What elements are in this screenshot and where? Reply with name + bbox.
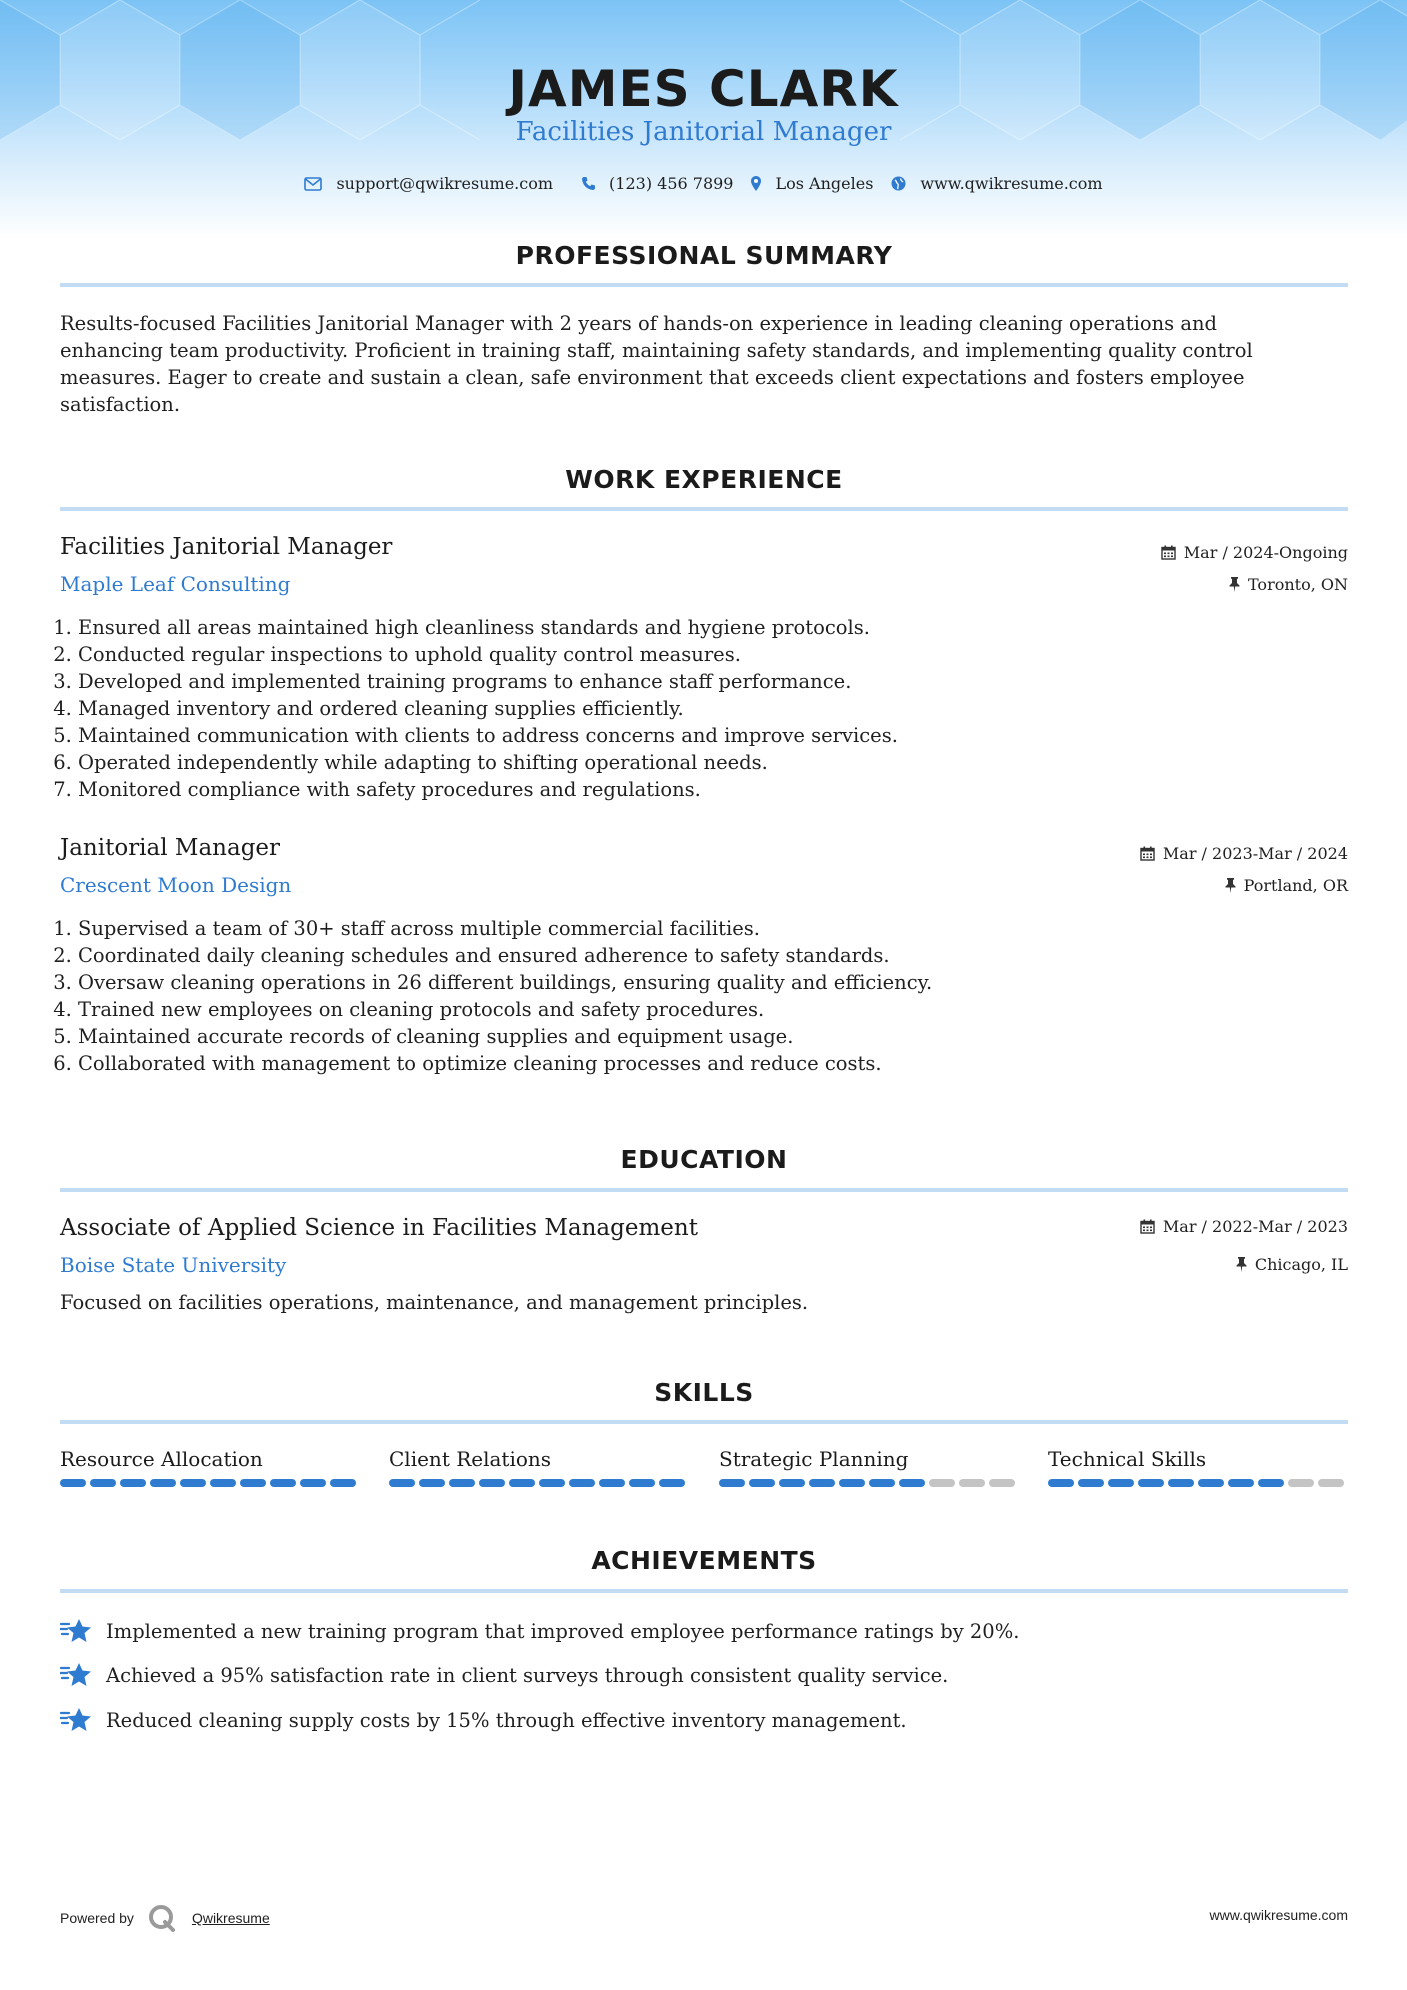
skill-dot-filled [479, 1479, 505, 1487]
skill-dot-filled [389, 1479, 415, 1487]
skill-dot-filled [659, 1479, 685, 1487]
list-item: 4. Managed inventory and ordered cleaning supplies efficiently. [78, 695, 1278, 722]
skill-dot-empty [929, 1479, 955, 1487]
list-item: 1. Supervised a team of 30+ staff across multiple commercial facilities. [78, 915, 1278, 942]
degree-title: Associate of Applied Science in Facilities Management [60, 1215, 698, 1241]
achievement-text: Implemented a new training program that improved employee performance ratings by 20%. [106, 1619, 1020, 1643]
skill-level-meter [719, 1479, 1015, 1487]
skill-dot-filled [1108, 1479, 1134, 1487]
section-title-achievements: ACHIEVEMENTS [591, 1546, 817, 1575]
skill-dot-filled [809, 1479, 835, 1487]
job-bullets [60, 614, 1278, 803]
education-location [1236, 1255, 1348, 1274]
globe-icon [891, 176, 906, 191]
skill-dot-filled [1048, 1479, 1074, 1487]
skill-dot-empty [1318, 1479, 1344, 1487]
section-divider [60, 1420, 1348, 1424]
list-item: 5. Maintained communication with clients to address concerns and improve services. [78, 722, 1278, 749]
phone-icon [581, 176, 595, 191]
skill-dot-filled [839, 1479, 865, 1487]
section-title-summary: PROFESSIONAL SUMMARY [515, 241, 893, 270]
education-dates-text: Mar / 2022-Mar / 2023 [1162, 1217, 1348, 1236]
achievement-item [60, 1618, 1019, 1644]
job-dates-text: Mar / 2024-Ongoing [1183, 543, 1348, 562]
pin-icon [1229, 577, 1240, 592]
education-location-text: Chicago, IL [1254, 1255, 1348, 1274]
job-dates [1161, 543, 1348, 562]
skill-item [389, 1447, 689, 1471]
website-text: www.qwikresume.com [920, 174, 1103, 193]
company-name: Crescent Moon Design [60, 873, 292, 897]
skill-label: Client Relations [389, 1447, 552, 1471]
star-icon [60, 1618, 92, 1644]
phone-text: (123) 456 7899 [609, 174, 734, 193]
footer-brand [60, 1904, 270, 1932]
skill-dot-filled [569, 1479, 595, 1487]
skill-item [60, 1447, 360, 1471]
skill-dot-filled [1198, 1479, 1224, 1487]
skill-level-meter [1048, 1479, 1344, 1487]
skill-dot-filled [449, 1479, 475, 1487]
skill-dot-filled [210, 1479, 236, 1487]
skill-dot-filled [539, 1479, 565, 1487]
skill-label: Strategic Planning [719, 1447, 909, 1471]
skill-dot-filled [1078, 1479, 1104, 1487]
pin-icon [1225, 878, 1236, 893]
list-item: 6. Operated independently while adapting to shifting operational needs. [78, 749, 1278, 776]
candidate-role: Facilities Janitorial Manager [515, 117, 892, 147]
job-dates-text: Mar / 2023-Mar / 2024 [1162, 844, 1348, 863]
skill-dot-filled [779, 1479, 805, 1487]
education-description: Focused on facilities operations, maintenance, and management principles. [60, 1291, 809, 1314]
list-item: 7. Monitored compliance with safety procedures and regulations. [78, 776, 1278, 803]
job-title: Janitorial Manager [60, 835, 281, 861]
skill-dot-filled [599, 1479, 625, 1487]
skill-dot-empty [1288, 1479, 1314, 1487]
section-divider [60, 1589, 1348, 1593]
education-dates [1140, 1217, 1348, 1236]
achievement-item [60, 1662, 948, 1688]
skill-dot-filled [899, 1479, 925, 1487]
star-icon [60, 1707, 92, 1733]
skill-dot-filled [509, 1479, 535, 1487]
candidate-name: JAMES CLARK [508, 60, 899, 118]
map-marker-icon [751, 176, 761, 191]
list-item: 2. Conducted regular inspections to uphold quality control measures. [78, 641, 1278, 668]
envelope-icon [304, 177, 322, 191]
skill-dot-empty [959, 1479, 985, 1487]
skill-dot-empty [989, 1479, 1015, 1487]
skill-label: Resource Allocation [60, 1447, 263, 1471]
skill-item [719, 1447, 1019, 1471]
skill-dot-filled [749, 1479, 775, 1487]
job-dates [1140, 844, 1348, 863]
list-item: 4. Trained new employees on cleaning protocols and safety procedures. [78, 996, 1278, 1023]
list-item: 3. Developed and implemented training programs to enhance staff performance. [78, 668, 1278, 695]
skill-label: Technical Skills [1048, 1447, 1207, 1471]
list-item: 5. Maintained accurate records of cleaning supplies and equipment usage. [78, 1023, 1278, 1050]
calendar-icon [1161, 545, 1176, 560]
list-item: 1. Ensured all areas maintained high cleanliness standards and hygiene protocols. [78, 614, 1278, 641]
skill-level-meter [389, 1479, 685, 1487]
section-divider [60, 283, 1348, 287]
location-text: Los Angeles [775, 174, 874, 193]
calendar-icon [1140, 1219, 1155, 1234]
powered-by-label: Powered by [60, 1910, 134, 1926]
skill-dot-filled [719, 1479, 745, 1487]
skill-dot-filled [330, 1479, 356, 1487]
list-item: 6. Collaborated with management to optimize cleaning processes and reduce costs. [78, 1050, 1278, 1077]
school-name: Boise State University [60, 1253, 287, 1277]
qwikresume-logo-icon [148, 1904, 178, 1932]
list-item: 3. Oversaw cleaning operations in 26 different buildings, ensuring quality and efficiency. [78, 969, 1278, 996]
contact-phone[interactable] [581, 174, 733, 193]
job-location [1225, 876, 1348, 895]
section-divider [60, 507, 1348, 511]
contact-location [751, 174, 873, 193]
brand-link[interactable]: Qwikresume [191, 1910, 270, 1926]
skill-dot-filled [90, 1479, 116, 1487]
job-bullets [60, 915, 1278, 1077]
skill-dot-filled [240, 1479, 266, 1487]
email-text: support@qwikresume.com [336, 174, 554, 193]
contact-website[interactable] [891, 174, 1102, 193]
pin-icon [1236, 1257, 1247, 1272]
calendar-icon [1140, 846, 1155, 861]
job-location-text: Portland, OR [1243, 876, 1348, 895]
section-title-skills: SKILLS [654, 1378, 754, 1407]
skill-dot-filled [1258, 1479, 1284, 1487]
skill-dot-filled [869, 1479, 895, 1487]
contact-email[interactable] [304, 174, 553, 193]
list-item: 2. Coordinated daily cleaning schedules and ensured adherence to safety standards. [78, 942, 1278, 969]
skill-dot-filled [419, 1479, 445, 1487]
star-icon [60, 1662, 92, 1688]
job-location-text: Toronto, ON [1248, 575, 1348, 594]
footer-site-link[interactable]: www.qwikresume.com [1209, 1907, 1348, 1923]
skill-dot-filled [120, 1479, 146, 1487]
skill-item [1048, 1447, 1348, 1471]
achievement-item [60, 1707, 907, 1733]
section-title-experience: WORK EXPERIENCE [565, 465, 843, 494]
job-title: Facilities Janitorial Manager [60, 534, 393, 560]
skill-dot-filled [1138, 1479, 1164, 1487]
skill-dot-filled [270, 1479, 296, 1487]
section-divider [60, 1188, 1348, 1192]
skill-dot-filled [1168, 1479, 1194, 1487]
section-title-education: EDUCATION [620, 1145, 788, 1174]
achievement-text: Achieved a 95% satisfaction rate in client surveys through consistent quality service. [106, 1663, 949, 1687]
job-location [1229, 575, 1348, 594]
skill-dot-filled [629, 1479, 655, 1487]
skill-level-meter [60, 1479, 356, 1487]
skill-dot-filled [150, 1479, 176, 1487]
contact-bar [0, 174, 1407, 193]
company-name: Maple Leaf Consulting [60, 572, 291, 596]
skill-dot-filled [300, 1479, 326, 1487]
achievement-text: Reduced cleaning supply costs by 15% through effective inventory management. [106, 1708, 907, 1732]
skill-dot-filled [60, 1479, 86, 1487]
skill-dot-filled [180, 1479, 206, 1487]
skill-dot-filled [1228, 1479, 1254, 1487]
summary-text: Results-focused Facilities Janitorial Manager with 2 years of hands-on experience in leading cleaning operations and enhancing team productivity. Proficient in training staff, maintaining safety standards, and implementing quality control measures. Eager to create and sustain a clean, safe environment that exceeds client expectations and fosters employee satisfaction. [60, 312, 1253, 416]
